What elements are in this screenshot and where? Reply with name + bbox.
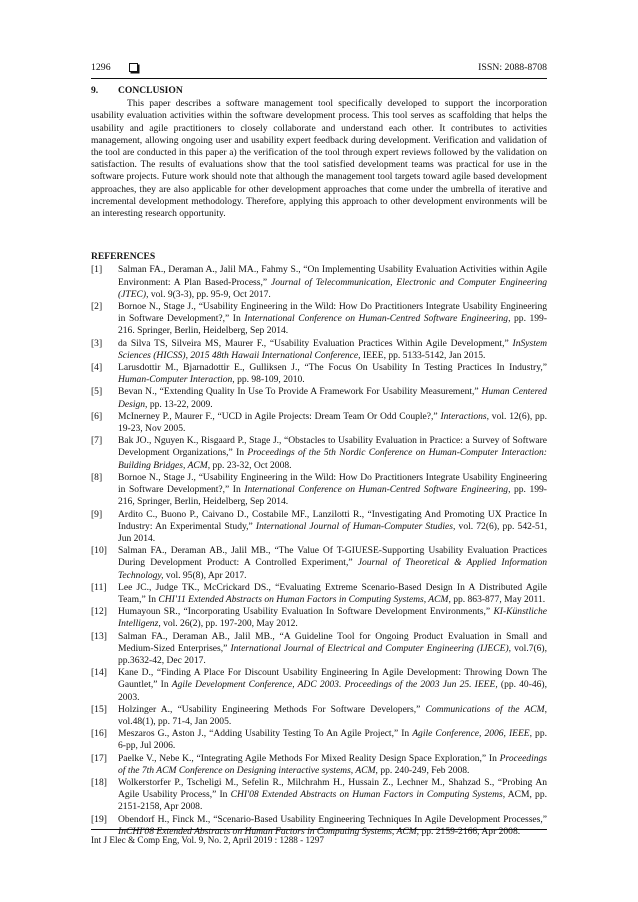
references-heading: REFERENCES: [91, 251, 156, 263]
reference-text: [118, 411, 547, 435]
reference-venue: Agile Conference, 2006, IEEE,: [412, 728, 533, 740]
footer-rule: [91, 829, 547, 830]
reference-venue: International Journal of Electrical and Computer Engineering (IJECE),: [230, 642, 512, 654]
reference-text: [118, 631, 547, 668]
reference-item: [91, 362, 547, 386]
reference-label: [13]: [91, 630, 107, 642]
reference-item: [91, 704, 547, 728]
reference-venue: Human-Computer Interaction: [118, 374, 233, 386]
reference-details: pp. 863-877, May 2011.: [450, 593, 546, 605]
issn: ISSN: 2088-8708: [478, 61, 547, 73]
reference-text: [118, 362, 547, 386]
reference-venue: Agile Development Conference, ADC 2003. Proceedings of the 2003 Jun 25. IEEE,: [171, 679, 498, 691]
reference-label: [10]: [91, 545, 107, 557]
reference-authors-title: Kane D., “Finding A Place For Discount Usability Engineering In Agile Development: Throwing Down The Gauntlet,” In: [118, 667, 547, 691]
reference-label: [18]: [91, 776, 107, 788]
reference-details: pp. 199-216, Springer, Berlin, Heidelberg, Sep 2014.: [118, 484, 547, 508]
reference-text: [118, 704, 547, 728]
reference-venue: CHI'08 Extended Abstracts on Human Factors in Computing Systems,: [230, 789, 506, 801]
conclusion-paragraph: This paper describes a software management tool specifically developed to support the incorporation usability evaluation activities within the software development process. This tool serves as scaffolding that helps the usability and agile practitioners to closely collaborate and understand each other. It contributes to activities management, allowing ongoing user and usability expert feedback during development. Verification and validation of the tool are conducted in this paper a) the verification of the tool through expert reviews followed by the validation on satisfaction. The results of evaluations show that the tool satisfied development teams was practical for use in the software projects. Future work should note that although the management tool targets toward agile based development approaches, they are also applicable for other development approaches that come under the umbrella of iterative and incremental development methodology. Therefore, applying this approach to other development environments will be an interesting research opportunity.: [91, 98, 547, 220]
reference-item: [91, 545, 547, 582]
page-body: [91, 85, 547, 838]
reference-text: [118, 728, 547, 752]
reference-details: , pp. 240-249, Feb 2008.: [375, 764, 470, 776]
reference-label: [15]: [91, 703, 107, 715]
reference-venue: Proceedings of the 5th Nordic Conference on Human-Computer Interaction: Building Bridges, ACM,: [118, 447, 547, 471]
reference-authors-title: Bornoe N., Stage J., “Usability Engineering in the Wild: How Do Practitioners Integrate Usability Engineering in Software Development?,” In: [118, 301, 547, 325]
reference-authors-title: Lee JC., Judge TK., McCrickard DS., “Evaluating Extreme Scenario-Based Design In A Distributed Agile Team,” In: [118, 581, 547, 605]
reference-label: [11]: [91, 581, 107, 593]
reference-item: [91, 472, 547, 509]
reference-text: [118, 545, 547, 582]
reference-authors-title: Larusdottir M., Bjarnadottir E., Gulliksen J., “The Focus On Usability In Testing Practices In Industry,”: [118, 362, 547, 374]
reference-label: [7]: [91, 435, 103, 447]
reference-details: ACM, pp. 2151-2158, Apr 2008.: [118, 789, 547, 813]
reference-venue: Journal of Telecommunication, Electronic and Computer Engineering (JTEC): [118, 276, 547, 300]
square-bullet-icon: [129, 63, 138, 72]
reference-item: [91, 631, 547, 668]
reference-authors-title: Obendorf H., Finck M., “Scenario-Based Usability Engineering Techniques In Agile Development Processes,”: [118, 813, 547, 825]
reference-venue: International Journal of Human-Computer Studies,: [255, 520, 456, 532]
reference-details: vol. 95(8), Apr 2017.: [163, 569, 247, 581]
reference-item: [91, 753, 547, 777]
header-rule: [91, 78, 547, 79]
reference-item: [91, 264, 547, 301]
reference-text: [118, 386, 547, 410]
reference-label: [17]: [91, 752, 107, 764]
reference-venue: KI-Künstliche Intelligenz: [118, 606, 547, 630]
reference-details: , pp. 98-109, 2010.: [232, 374, 305, 386]
reference-venue: Proceedings of the 7th ACM Conference on Designing interactive systems, ACM: [118, 752, 547, 776]
reference-details: , pp. 13-22, 2009.: [145, 398, 213, 410]
reference-item: [91, 386, 547, 410]
reference-item: [91, 411, 547, 435]
reference-authors-title: McInerney P., Maurer F., “UCD in Agile Projects: Dream Team Or Odd Couple?,”: [118, 410, 441, 422]
page-footer: Int J Elec & Comp Eng, Vol. 9, No. 2, April 2019 : 1288 - 1297: [91, 835, 324, 845]
reference-label: [12]: [91, 606, 107, 618]
section-heading: [91, 85, 547, 97]
reference-details: , vol. 26(2), pp. 197-200, May 2012.: [158, 618, 298, 630]
reference-authors-title: Ardito C., Buono P., Caivano D., Costabile MF., Lanzilotti R., “Investigating And Promoting UX Practice In Industry: An Experimental Study,”: [118, 508, 547, 532]
reference-item: [91, 582, 547, 606]
reference-authors-title: Salman FA., Deraman AB., Jalil MB., “A Guideline Tool for Ongoing Product Evaluation in Small and Medium-Sized Enterprises,”: [118, 630, 547, 654]
reference-authors-title: Wolkerstorfer P., Tscheligi M., Sefelin R., Milchrahm H., Hussain Z., Lechner M., Shahzad S., “Probing An Agile Usability Process,” In: [118, 776, 547, 801]
reference-details: (pp. 40-46), 2003.: [118, 679, 547, 703]
reference-details: vol. 12(6), pp. 19-23, Nov 2005.: [118, 410, 547, 435]
reference-venue: InCHI'08 Extended Abstracts on Human Factors in Computing Systems, ACM,: [118, 825, 420, 837]
reference-label: [8]: [91, 471, 103, 483]
reference-authors-title: Bornoe N., Stage J., “Usability Engineering in the Wild: How Do Practitioners Integrate Usability Engineering in Software Development?,” In: [118, 471, 547, 496]
reference-label: [14]: [91, 667, 107, 679]
reference-details: pp. 6-pp, Jul 2006.: [118, 728, 547, 752]
section-number: 9.: [91, 85, 99, 96]
reference-item: [91, 667, 547, 704]
reference-authors-title: Bevan N., “Extending Quality In Use To Provide A Framework For Usability Measurement,”: [118, 386, 482, 398]
reference-details: vol.7(6), pp.3632-42, Dec 2017.: [118, 642, 547, 666]
reference-item: [91, 606, 547, 630]
reference-authors-title: Bak JO., Nguyen K., Risgaard P., Stage J., “Obstacles to Usability Evaluation in Practice: a Survey of Software Development Organizations,” In: [118, 435, 547, 459]
reference-details: pp. 2159-2166, Apr 2008.: [419, 825, 521, 837]
reference-item: [91, 301, 547, 338]
reference-label: [5]: [91, 386, 103, 398]
reference-item: [91, 338, 547, 362]
reference-item: [91, 509, 547, 546]
reference-text: [118, 435, 547, 472]
reference-text: [118, 264, 547, 301]
reference-details: vol. 72(6), pp. 542-51, Jun 2014.: [118, 520, 547, 544]
reference-label: [6]: [91, 410, 103, 422]
reference-list: [91, 264, 547, 838]
reference-venue: CHI'11 Extended Abstracts on Human Factors in Computing Systems, ACM,: [158, 593, 451, 605]
reference-venue: Communications of the ACM: [425, 703, 545, 715]
reference-details: pp. 23-32, Oct 2008.: [210, 459, 292, 471]
reference-authors-title: Paelke V., Nebe K., “Integrating Agile Methods For Mixed Reality Design Space Exploration,” In: [118, 752, 500, 764]
page-number: 1296: [91, 61, 111, 73]
reference-label: [19]: [91, 813, 107, 825]
reference-authors-title: Meszaros G., Aston J., “Adding Usability Testing To An Agile Project,” In: [118, 728, 413, 740]
section-title: CONCLUSION: [118, 85, 183, 96]
reference-venue: International Conference on Human-Centred Software Engineering: [244, 313, 509, 325]
reference-label: [16]: [91, 728, 107, 740]
reference-text: [118, 301, 547, 338]
reference-details: , vol. 9(3-3), pp. 95-9, Oct 2017.: [146, 288, 271, 300]
reference-text: [118, 667, 547, 704]
reference-item: [91, 777, 547, 814]
reference-text: [118, 606, 547, 630]
reference-venue: Interactions,: [440, 410, 489, 422]
reference-label: [1]: [91, 264, 103, 276]
reference-item: [91, 435, 547, 472]
reference-authors-title: Salman FA., Deraman A., Jalil MA., Fahmy S., “On Implementing Usability Evaluation Activities within Agile Environment: A Plan Based-Process,”: [118, 264, 547, 288]
reference-venue: Journal of Theoretical & Applied Information Technology,: [118, 557, 547, 581]
reference-label: [9]: [91, 508, 103, 520]
reference-text: [118, 509, 547, 546]
reference-authors-title: Salman FA., Deraman AB., Jalil MB., “The Value Of T-GIUESE-Supporting Usability Evaluation Practices During Development Product: A Controlled Experiment,”: [118, 545, 547, 569]
reference-text: [118, 472, 547, 509]
reference-details: , vol.48(1), pp. 71-4, Jan 2005.: [118, 703, 547, 727]
reference-details: , pp. 199-216. Springer, Berlin, Heidelberg, Sep 2014.: [118, 313, 547, 337]
reference-authors-title: da Silva TS, Silveira MS, Maurer F., “Usability Evaluation Practices Within Agile Development,”: [118, 337, 513, 349]
page-header: [91, 60, 547, 74]
reference-label: [4]: [91, 362, 103, 374]
reference-authors-title: Humayoun SR., “Incorporating Usability Evaluation In Software Development Environments,”: [118, 606, 494, 618]
reference-label: [3]: [91, 337, 103, 349]
reference-text: [118, 582, 547, 606]
reference-venue: InSystem Sciences (HICSS), 2015 48th Hawaii International Conference: [118, 337, 547, 361]
reference-authors-title: Holzinger A., “Usability Engineering Methods For Software Developers,”: [118, 703, 426, 715]
reference-label: [2]: [91, 301, 103, 313]
reference-venue: Human Centered Design: [118, 386, 547, 410]
reference-item: [91, 728, 547, 752]
reference-text: [118, 338, 547, 362]
reference-venue: International Conference on Human-Centred Software Engineering,: [244, 484, 511, 496]
reference-text: [118, 777, 547, 814]
reference-details: , IEEE, pp. 5133-5142, Jan 2015.: [358, 349, 486, 361]
reference-text: [118, 753, 547, 777]
